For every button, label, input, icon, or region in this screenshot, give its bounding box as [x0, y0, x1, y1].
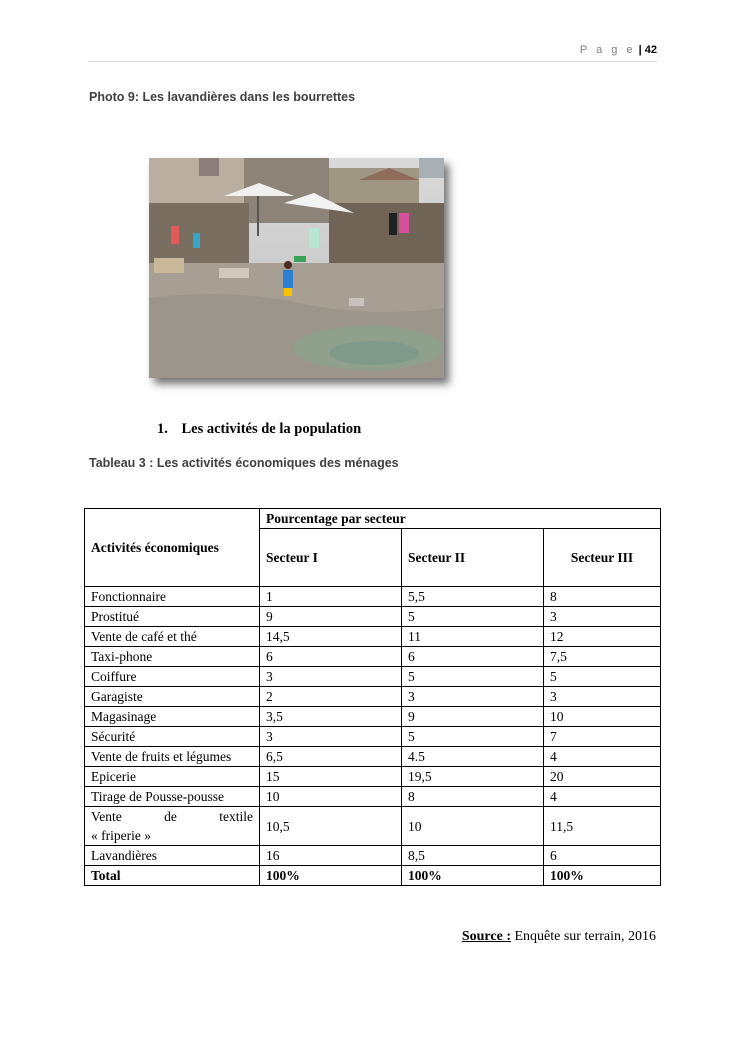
page-separator: |: [638, 44, 642, 56]
cell-s1: 10: [260, 787, 402, 807]
page-header: [88, 44, 657, 62]
cell-activity: Garagiste: [85, 687, 260, 707]
section-number: 1.: [157, 421, 168, 437]
cell-s2: 100%: [402, 866, 544, 886]
cell-s3: 3: [544, 607, 661, 627]
word: de: [164, 809, 177, 824]
table-header-row: [85, 509, 661, 529]
table-row: [85, 787, 661, 807]
col-sector-2: Secteur II: [402, 529, 544, 587]
cell-activity-line1: [91, 807, 253, 826]
cell-activity-line2: « friperie »: [91, 828, 151, 843]
cell-s1: 10,5: [260, 807, 402, 846]
cell-s3: 7,5: [544, 647, 661, 667]
table-row: [85, 687, 661, 707]
cell-s3: 20: [544, 767, 661, 787]
cell-activity: Lavandières: [85, 846, 260, 866]
word: textile: [219, 809, 253, 824]
cell-s1: 3: [260, 727, 402, 747]
cell-s1: 6: [260, 647, 402, 667]
table-row: [85, 707, 661, 727]
photo-caption: Photo 9: Les lavandières dans les bourrettes: [89, 90, 356, 104]
source-label: Source :: [461, 929, 511, 944]
cell-s2: 8: [402, 787, 544, 807]
table-total-row: [85, 866, 661, 886]
cell-s1: 9: [260, 607, 402, 627]
cell-s3: 5: [544, 667, 661, 687]
cell-s2: 6: [402, 647, 544, 667]
section-title: Les activités de la population: [181, 421, 362, 437]
cell-s2: 8,5: [402, 846, 544, 866]
cell-s3: 7: [544, 727, 661, 747]
cell-s3: 4: [544, 747, 661, 767]
cell-s2: 11: [402, 627, 544, 647]
section-heading: [157, 421, 361, 438]
cell-s2: 10: [402, 807, 544, 846]
cell-s1: 6,5: [260, 747, 402, 767]
cell-s3: 3: [544, 687, 661, 707]
cell-s2: 9: [402, 707, 544, 727]
cell-s3: 12: [544, 627, 661, 647]
cell-s2: 19,5: [402, 767, 544, 787]
cell-s1: 3: [260, 667, 402, 687]
table-caption: Tableau 3 : Les activités économiques des ménages: [89, 456, 399, 470]
cell-activity: Vente de fruits et légumes: [85, 747, 260, 767]
cell-activity: Epicerie: [85, 767, 260, 787]
cell-s1: 3,5: [260, 707, 402, 727]
cell-s2: 5: [402, 727, 544, 747]
cell-s1: 100%: [260, 866, 402, 886]
cell-s2: 5: [402, 667, 544, 687]
cell-s1: 15: [260, 767, 402, 787]
col-group-header: Pourcentage par secteur: [260, 509, 661, 529]
table-row: [85, 727, 661, 747]
table-row: [85, 667, 661, 687]
cell-s3: 6: [544, 846, 661, 866]
table-row: [85, 647, 661, 667]
cell-activity: [85, 807, 260, 846]
cell-activity: Fonctionnaire: [85, 587, 260, 607]
word: Vente: [91, 809, 122, 824]
activities-table: [84, 508, 661, 886]
cell-activity: Magasinage: [85, 707, 260, 727]
table-row: [85, 767, 661, 787]
cell-s1: 2: [260, 687, 402, 707]
table-row: [85, 807, 661, 846]
col-sector-3: Secteur III: [544, 529, 661, 587]
col-sector-1: Secteur I: [260, 529, 402, 587]
cell-s1: 1: [260, 587, 402, 607]
cell-activity: Taxi-phone: [85, 647, 260, 667]
cell-s1: 14,5: [260, 627, 402, 647]
cell-total-label: Total: [85, 866, 260, 886]
cell-s2: 3: [402, 687, 544, 707]
table-row: [85, 587, 661, 607]
page-label: P a g e: [579, 44, 636, 56]
cell-activity: Coiffure: [85, 667, 260, 687]
photo-laundry: [149, 158, 444, 378]
cell-s3: 4: [544, 787, 661, 807]
cell-s3: 10: [544, 707, 661, 727]
source-text: Enquête sur terrain, 2016: [510, 929, 656, 944]
cell-s3: 11,5: [544, 807, 661, 846]
table-row: [85, 846, 661, 866]
table-row: [85, 607, 661, 627]
cell-activity: Tirage de Pousse-pousse: [85, 787, 260, 807]
table-row: [85, 747, 661, 767]
table-row: [85, 627, 661, 647]
cell-s3: 8: [544, 587, 661, 607]
cell-s2: 5,5: [402, 587, 544, 607]
cell-s3: 100%: [544, 866, 661, 886]
page-number: 42: [644, 44, 657, 56]
cell-activity: Prostitué: [85, 607, 260, 627]
cell-activity: Sécurité: [85, 727, 260, 747]
col-activity-header: Activités économiques: [85, 509, 260, 587]
source-note: [462, 929, 656, 945]
cell-s1: 16: [260, 846, 402, 866]
cell-activity: Vente de café et thé: [85, 627, 260, 647]
cell-s2: 5: [402, 607, 544, 627]
cell-s2: 4.5: [402, 747, 544, 767]
